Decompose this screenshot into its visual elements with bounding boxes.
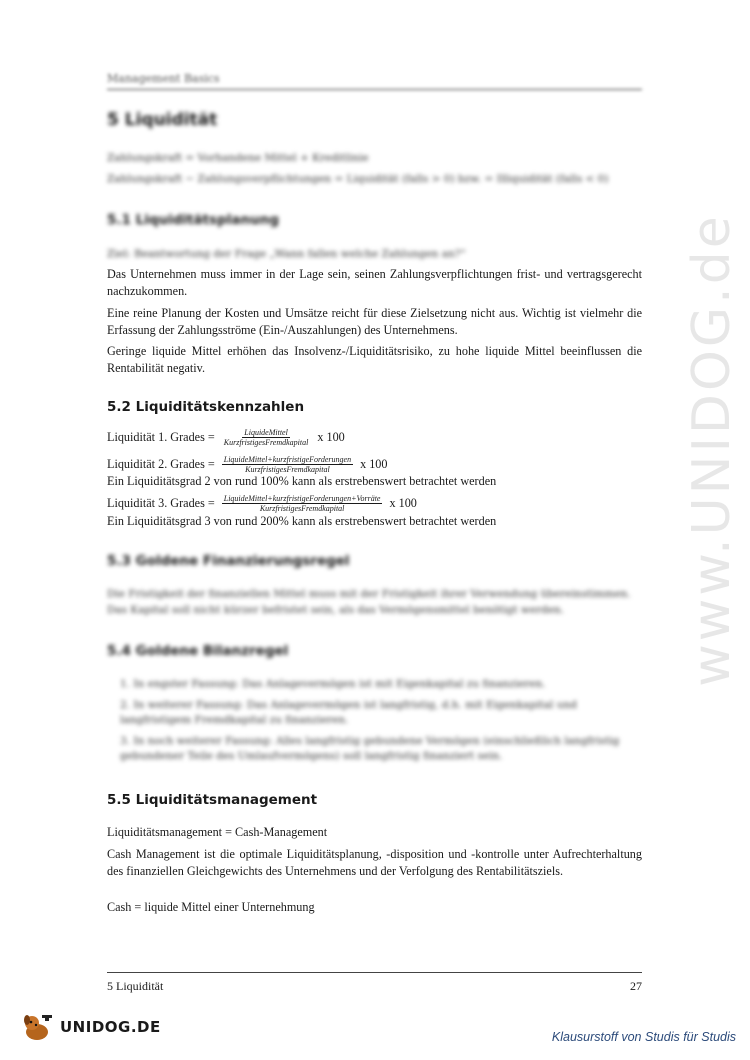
page-number: 27 — [630, 979, 642, 993]
section-5-1-paragraph-3: Geringe liquide Mittel erhöhen das Insolvenz-/Liquiditätsrisiko, zu hohe liquide Mittel beeinflussen die Rentabilität negativ. — [107, 344, 642, 375]
footer-rule — [107, 972, 642, 973]
section-5-5-paragraph-2: Cash Management ist die optimale Liquiditätsplanung, -disposition und -kontrolle unter Aufrechterhaltung des finanziellen Gleichgewichts des Unternehmens und der Verfolgung des Rentabilitätsziels. — [107, 847, 642, 878]
watermark: www.UNIDOG.de — [682, 213, 742, 687]
formula-3-lhs: Liquidität 3. Grades = — [107, 496, 215, 510]
running-header: Management Basics — [107, 72, 642, 90]
section-5-2-heading: 5.2 Liquiditätskennzahlen — [107, 399, 305, 415]
list-item: 2. In weiterer Fassung: Das Anlagevermögen ist langfristig, d.h. mit Eigenkapital und langfristigem Fremdkapital zu finanzieren. — [120, 699, 577, 726]
section-5-5-heading: 5.5 Liquiditätsmanagement — [107, 792, 318, 808]
section-5-1-heading: 5.1 Liquiditätsplanung — [107, 212, 279, 228]
chapter-line-2: Zahlungskraft − Zahlungsverpflichtungen = Liquidität (falls > 0) bzw. = Illiquidität (falls < 0) — [107, 173, 609, 185]
formula-2-note: Ein Liquiditätsgrad 2 von rund 100% kann als erstrebenswert betrachtet werden — [107, 474, 497, 488]
tagline: Klausurstoff von Studis für Studis — [551, 1030, 736, 1044]
formula-3-denominator: KurzfristigesFremdkapital — [259, 504, 345, 513]
formula-2-numerator: LiquideMittel+kurzfristigeForderungen — [223, 455, 352, 464]
chapter-line-1: Zahlungskraft = Vorhandene Mittel + Kreditlinie — [107, 152, 369, 164]
formula-2-fraction — [222, 455, 353, 474]
formula-2-denominator: KurzfristigesFremdkapital — [245, 465, 330, 474]
dog-icon — [22, 1012, 56, 1042]
formula-1-numerator: LiquideMittel — [244, 428, 288, 437]
section-5-4-heading: 5.4 Goldene Bilanzregel — [107, 643, 289, 659]
formula-3-numerator: LiquideMittel+kurzfristigeForderungen+Vorräte — [223, 494, 381, 503]
footer-chapter: 5 Liquidität — [107, 979, 164, 993]
chapter-title: 5 Liquidität — [107, 110, 218, 130]
section-5-3-line-2: Das Kapital soll nicht kürzer befristet sein, als das Vermögensmittel benötigt werden. — [107, 604, 565, 616]
formula-3-fraction — [222, 494, 383, 513]
section-5-4-list — [120, 677, 640, 770]
section-5-3-heading: 5.3 Goldene Finanzierungsregel — [107, 553, 350, 569]
section-5-5-paragraph-3: Cash = liquide Mittel einer Unternehmung — [107, 900, 315, 914]
section-5-1-goal: Ziel: Beantwortung der Frage „Wann fallen welche Zahlungen an?“ — [107, 248, 466, 260]
formula-liquidity-2 — [107, 455, 387, 474]
formula-1-denominator: KurzfristigesFremdkapital — [223, 438, 309, 447]
section-5-3-line-1: Die Fristigkeit der finanziellen Mittel muss mit der Fristigkeit ihrer Verwendung übereinstimmen. — [107, 588, 631, 600]
formula-1-multiplier: x 100 — [317, 430, 345, 444]
section-5-1-paragraph-1: Das Unternehmen muss immer in der Lage sein, seinen Zahlungsverpflichtungen frist- und vertragsgerecht nachzukommen. — [107, 267, 642, 298]
formula-1-lhs: Liquidität 1. Grades = — [107, 430, 215, 444]
logo-text: UNIDOG.DE — [60, 1018, 161, 1036]
formula-liquidity-1 — [107, 428, 345, 447]
list-item: 3. In noch weiterer Fassung: Alles langfristig gebundene Vermögen (einschließlich langfristig gebundener Teile des Umlaufvermögens) soll langfristig finanziert sein. — [120, 735, 620, 762]
list-item: 1. In engster Fassung: Das Anlagevermögen ist mit Eigenkapital zu finanzieren. — [120, 678, 546, 690]
formula-liquidity-3 — [107, 494, 417, 513]
unidog-logo — [22, 1012, 161, 1042]
section-5-1-paragraph-2: Eine reine Planung der Kosten und Umsätze reicht für diese Zielsetzung nicht aus. Wichtig ist vielmehr die Erfassung der Zahlungsströme (Ein-/Auszahlungen) des Unternehmens. — [107, 306, 642, 337]
section-5-5-paragraph-1: Liquiditätsmanagement = Cash-Management — [107, 825, 328, 839]
formula-3-multiplier: x 100 — [389, 496, 417, 510]
formula-2-lhs: Liquidität 2. Grades = — [107, 457, 215, 471]
formula-2-multiplier: x 100 — [360, 457, 388, 471]
formula-1-fraction — [222, 428, 311, 447]
formula-3-note: Ein Liquiditätsgrad 3 von rund 200% kann als erstrebenswert betrachtet werden — [107, 514, 497, 528]
